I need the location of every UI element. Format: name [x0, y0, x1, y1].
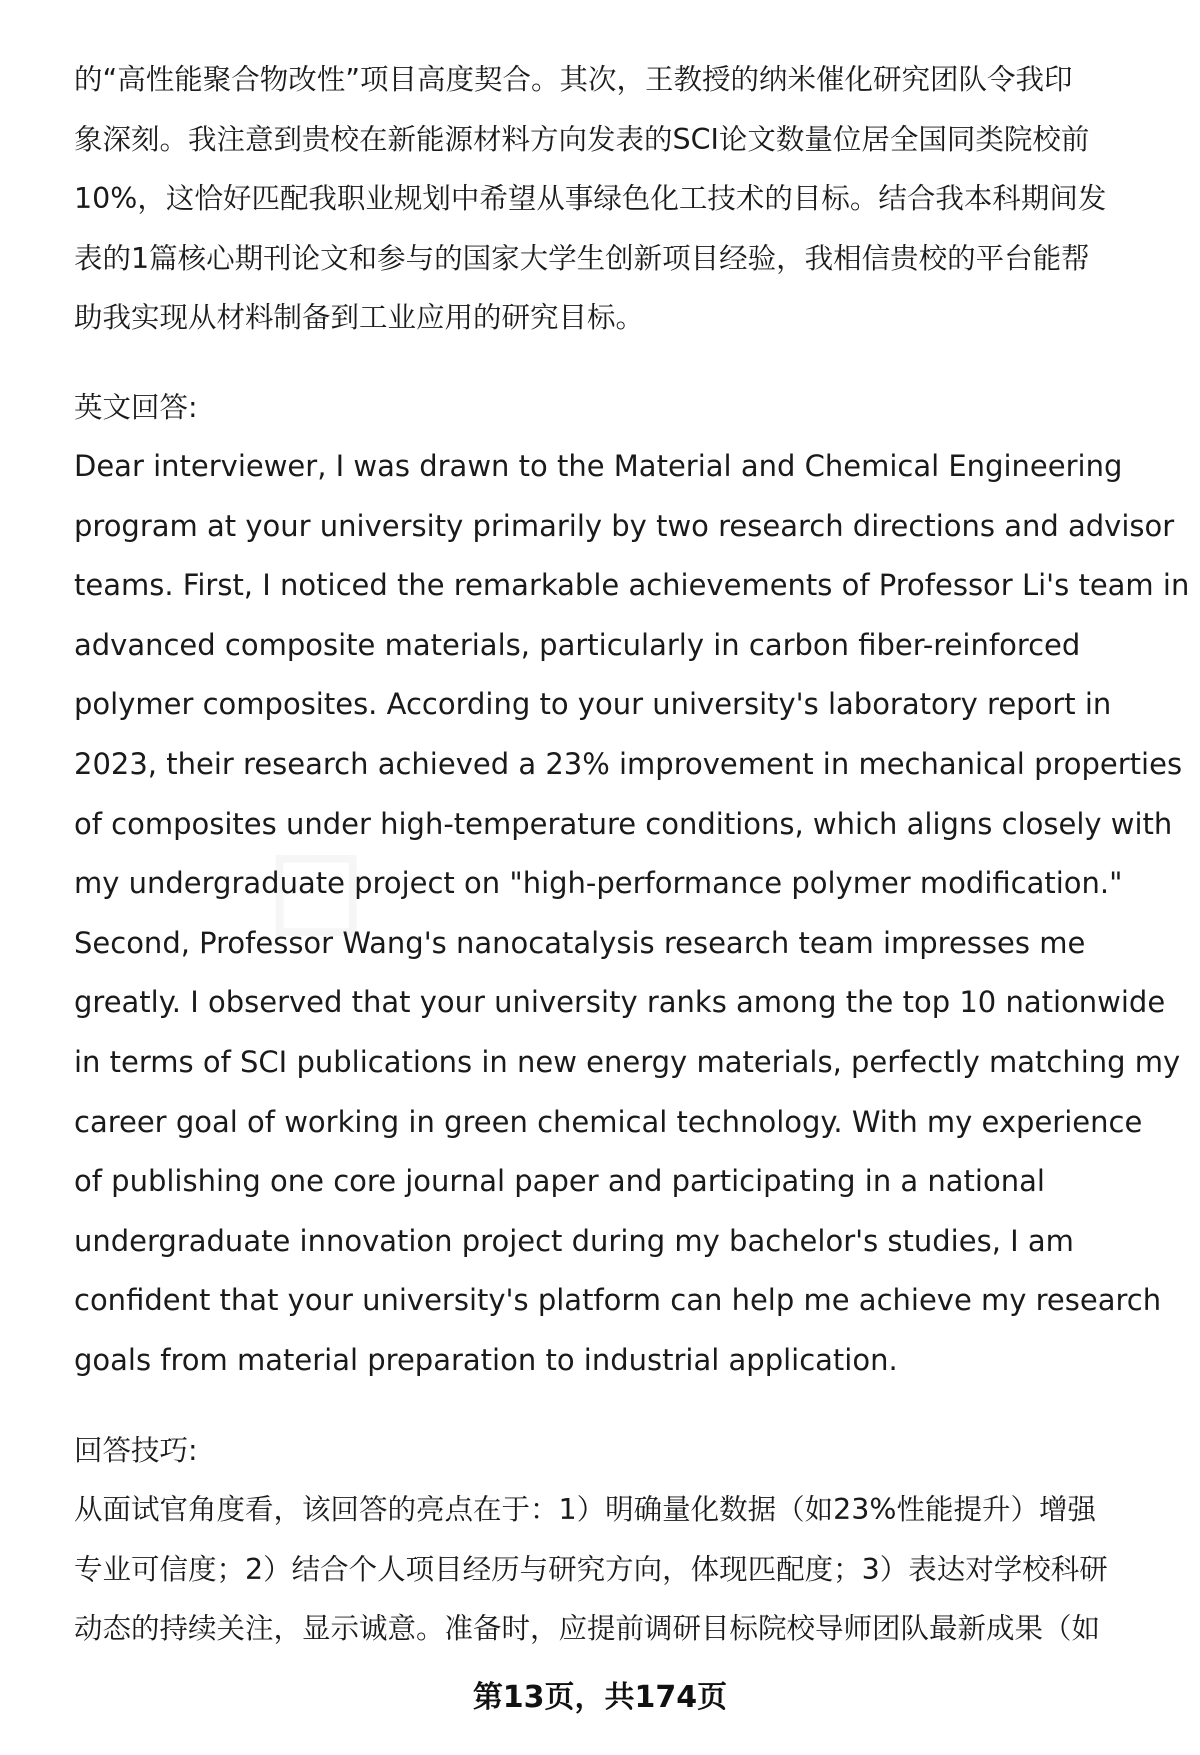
text-line: undergraduate innovation project during my bachelor's studies, I am [74, 1223, 1074, 1258]
text-line: 动态的持续关注，显示诚意。准备时，应提前调研目标院校导师团队最新成果（如 [74, 1612, 1101, 1645]
text-line: 象深刻。我注意到贵校在新能源材料方向发表的SCI论文数量位居全国同类院校前 [74, 122, 1090, 156]
text-line: polymer composites. According to your university's laboratory report in [74, 687, 1112, 722]
text-line: confident that your university's platform can help me achieve my research [74, 1283, 1162, 1318]
text-line: advanced composite materials, particularly in carbon fiber-reinforced [74, 627, 1081, 662]
text-line: career goal of working in green chemical technology. With my experience [74, 1104, 1143, 1139]
text-line: program at your university primarily by two research directions and advisor [74, 508, 1175, 543]
text-line: in terms of SCI publications in new energy materials, perfectly matching my [74, 1044, 1181, 1079]
section-spacer [74, 1391, 1164, 1421]
text-line: 2023, their research achieved a 23% improvement in mechanical properties [74, 746, 1183, 781]
english-answer-heading: 英文回答: [74, 390, 198, 424]
text-line: Second, Professor Wang's nanocatalysis research team impresses me [74, 925, 1086, 960]
section-spacer [74, 348, 1164, 378]
text-line: of publishing one core journal paper and participating in a national [74, 1164, 1045, 1199]
text-line: greatly. I observed that your university ranks among the top 10 nationwide [74, 985, 1166, 1020]
page-number-footer: 第13页，共174页 [472, 1680, 728, 1715]
text-line: 表的1篇核心期刊论文和参与的国家大学生创新项目经验，我相信贵校的平台能帮 [74, 241, 1090, 275]
text-line: 助我实现从材料制备到工业应用的研究目标。 [74, 301, 645, 334]
text-line: goals from material preparation to industrial application. [74, 1342, 898, 1377]
text-line: my undergraduate project on "high-performance polymer modification." [74, 866, 1123, 901]
text-line: 的“高性能聚合物改性”项目高度契合。其次，王教授的纳米催化研究团队令我印 [74, 63, 1073, 96]
text-line: 从面试官角度看，该回答的亮点在于：1）明确量化数据（如23%性能提升）增强 [74, 1493, 1096, 1526]
text-line: of composites under high-temperature conditions, which aligns closely with [74, 806, 1173, 841]
text-line: 10%，这恰好匹配我职业规划中希望从事绿色化工技术的目标。结合我本科期间发 [74, 182, 1107, 215]
text-line: 专业可信度；2）结合个人项目经历与研究方向，体现匹配度；3）表达对学校科研 [74, 1552, 1108, 1586]
english-answer-paragraph [74, 437, 1190, 1391]
document-content [74, 50, 1190, 1659]
answer-tips-paragraph [74, 1480, 1164, 1659]
answer-tips-heading: 回答技巧: [74, 1433, 198, 1467]
text-line: Dear interviewer, I was drawn to the Material and Chemical Engineering [74, 449, 1123, 483]
text-line: teams. First, I noticed the remarkable achievements of Professor Li's team in [74, 568, 1190, 603]
intro-paragraph-cn [74, 50, 1164, 348]
